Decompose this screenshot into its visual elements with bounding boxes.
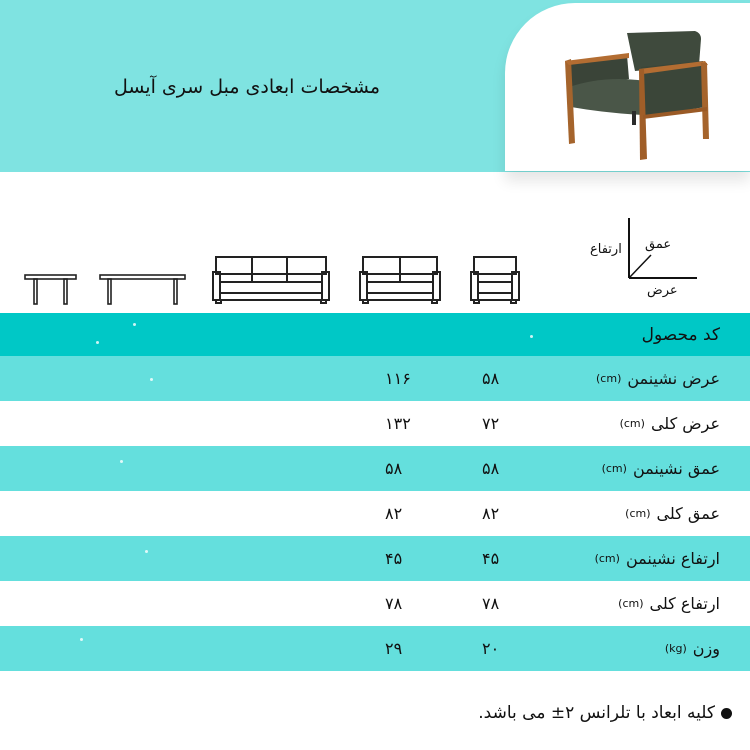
tolerance-note xyxy=(478,703,732,723)
bullet-icon xyxy=(721,708,732,719)
row-unit: (cm) xyxy=(594,552,620,565)
axis-diagram-icon xyxy=(620,216,700,288)
table-header-row xyxy=(0,313,750,356)
two-seat-sofa-icon xyxy=(358,255,442,305)
single-seat-sofa-icon xyxy=(469,255,521,305)
table-row xyxy=(0,581,750,626)
row-unit: (cm) xyxy=(619,417,645,430)
row-unit: (cm) xyxy=(618,597,644,610)
axis-label-height: ارتفاع xyxy=(590,242,622,257)
dimensions-table xyxy=(0,313,750,671)
product-code-header: کد محصول xyxy=(641,324,720,345)
small-side-table-icon xyxy=(24,274,78,306)
row-unit: (cm) xyxy=(596,372,622,385)
single-seat-value: ۷۲ xyxy=(482,414,500,433)
two-seat-value: ۴۵ xyxy=(385,549,403,568)
table-row xyxy=(0,536,750,581)
axis-label-depth: عمق xyxy=(645,237,672,252)
two-seat-value: ۱۳۲ xyxy=(385,414,411,433)
row-unit: (cm) xyxy=(625,507,651,520)
axis-label-width: عرض xyxy=(647,283,678,298)
table-row xyxy=(0,356,750,401)
long-coffee-table-icon xyxy=(99,274,187,306)
header-banner xyxy=(0,0,750,172)
single-seat-value: ۲۰ xyxy=(482,639,500,658)
row-label: وزن xyxy=(692,639,720,658)
two-seat-value: ۷۸ xyxy=(385,594,403,613)
row-label: عرض کلی xyxy=(650,414,720,433)
row-unit: (kg) xyxy=(664,642,687,655)
page-title: مشخصات ابعادی مبل سری آیسل xyxy=(113,76,380,98)
two-seat-value: ۵۸ xyxy=(385,459,403,478)
single-seat-value: ۸۲ xyxy=(482,504,500,523)
two-seat-value: ۲۹ xyxy=(385,639,403,658)
tolerance-note-text: کلیه ابعاد با تلرانس ۲± می باشد. xyxy=(478,703,715,723)
armchair-photo xyxy=(505,3,750,171)
single-seat-value: ۵۸ xyxy=(482,459,500,478)
product-photo-card xyxy=(505,3,750,171)
single-seat-value: ۵۸ xyxy=(482,369,500,388)
three-seat-sofa-icon xyxy=(211,255,331,305)
table-row xyxy=(0,446,750,491)
table-row xyxy=(0,401,750,446)
row-label: عمق کلی xyxy=(656,504,720,523)
row-label: عرض نشینمن xyxy=(627,369,720,388)
furniture-icons-row xyxy=(0,200,750,312)
two-seat-value: ۸۲ xyxy=(385,504,403,523)
row-label: ارتفاع نشینمن xyxy=(625,549,720,568)
table-row xyxy=(0,491,750,536)
single-seat-value: ۷۸ xyxy=(482,594,500,613)
two-seat-value: ۱۱۶ xyxy=(385,369,411,388)
single-seat-value: ۴۵ xyxy=(482,549,500,568)
table-row xyxy=(0,626,750,671)
row-label: عمق نشینمن xyxy=(632,459,720,478)
row-label: ارتفاع کلی xyxy=(649,594,720,613)
row-unit: (cm) xyxy=(601,462,627,475)
